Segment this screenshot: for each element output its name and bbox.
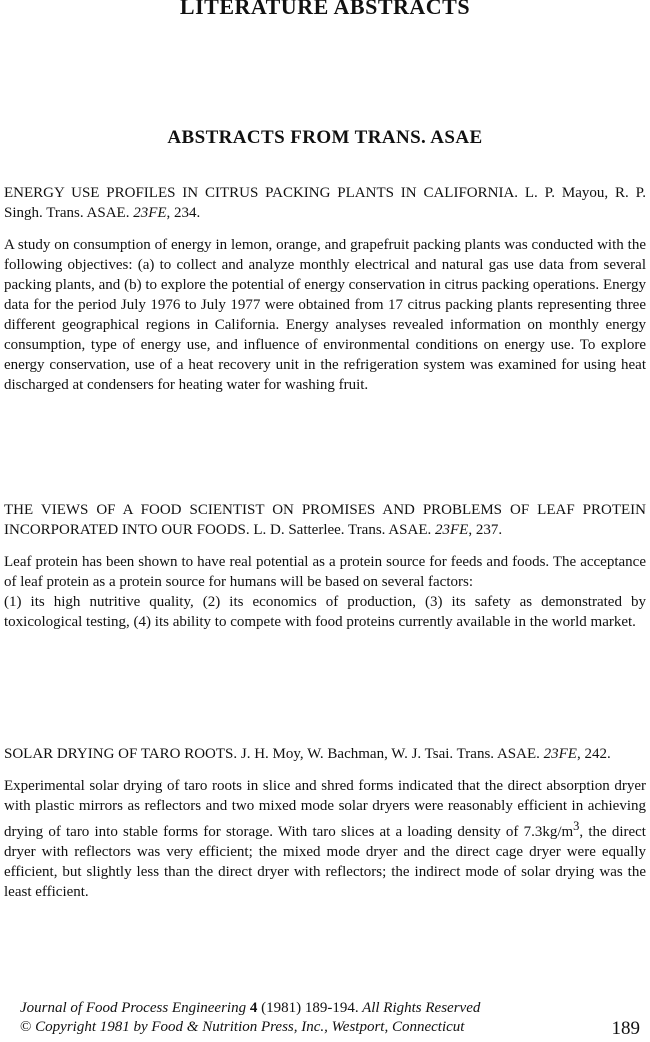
- abstract-body: A study on consumption of energy in lemon, orange, and grapefruit packing plants was conducted with the following objectives: (a) to collect and analyze monthly electrical and natural gas use data from several packing plants, and (b) to explore the potential of energy conservation in citrus packing operations. Energy data for the period July 1976 to July 1977 were obtained from 17 citrus packing plants representing three different geographical regions in California. Energy analyses revealed information on monthly energy consumption, type of energy use, and influence of environmental conditions on energy use. To explore energy conservation, use of a heat recovery unit in the refrigeration system was examined for using heat discharged at condensers for heating water for washing fruit.: [4, 237, 646, 393]
- unit-exponent: 3: [573, 819, 580, 833]
- citation-volume: 23FE: [435, 522, 469, 538]
- running-title: LITERATURE ABSTRACTS: [179, 0, 471, 19]
- abstract-body-list: (1) its high nutritive quality, (2) its economics of production, (3) its safety as demonstrated by toxicological testing, (4) its ability to compete with food proteins currently available in the world market.: [4, 594, 646, 630]
- abstract-body: [4, 776, 646, 902]
- footer-volume: 4: [249, 1000, 258, 1016]
- abstract-energy-use-citrus: [4, 183, 646, 395]
- page-number: 189: [611, 1018, 640, 1039]
- abstract-leaf-protein: [4, 500, 646, 632]
- abstract-citation: [4, 500, 646, 540]
- citation-text: THE VIEWS OF A FOOD SCIENTIST ON PROMISES AND PROBLEMS OF LEAF PROTEIN INCORPORATED INTO OUR FOODS. L. D. Satterlee. Trans. ASAE.: [4, 502, 646, 538]
- citation-volume: 23FE: [133, 205, 167, 221]
- footer-pages: (1981) 189-194.: [261, 1000, 359, 1016]
- citation-text: ENERGY USE PROFILES IN CITRUS PACKING PLANTS IN CALIFORNIA. L. P. Mayou, R. P. Singh. Trans. ASAE.: [4, 185, 646, 221]
- abstract-body: [4, 552, 646, 632]
- footer-rights: All Rights Reserved: [362, 1000, 481, 1016]
- citation-text: SOLAR DRYING OF TARO ROOTS. J. H. Moy, W. Bachman, W. J. Tsai. Trans. ASAE.: [4, 746, 540, 762]
- citation-volume: 23FE: [543, 746, 577, 762]
- abstract-body-intro: Leaf protein has been shown to have real potential as a protein source for feeds and foods. The acceptance of leaf protein as a protein source for humans will be based on several factors:: [4, 554, 646, 590]
- page-footer: [20, 999, 630, 1037]
- abstract-body-part1: Experimental solar drying of taro roots in slice and shred forms indicated that the direct absorption dryer with plastic mirrors as reflectors and two mixed mode solar dryers were reasonably efficient in achieving drying of taro into stable forms for storage. With taro slices at a loading density of 7.3kg/m: [4, 778, 646, 840]
- citation-page: , 242.: [576, 746, 611, 762]
- footer-journal-line: [20, 999, 630, 1018]
- abstract-solar-drying-taro: [4, 744, 646, 902]
- footer-copyright: Copyright 1981 by Food & Nutrition Press, Inc., Westport, Connecticut: [35, 1019, 465, 1035]
- abstract-citation: [4, 744, 646, 764]
- footer-journal: Journal of Food Process Engineering: [20, 1000, 247, 1016]
- citation-page: , 237.: [468, 522, 503, 538]
- footer-copyright-line: [20, 1018, 630, 1037]
- abstract-citation: [4, 183, 646, 223]
- section-title: ABSTRACTS FROM TRANS. ASAE: [167, 127, 483, 148]
- copyright-symbol: ©: [20, 1019, 32, 1035]
- citation-page: , 234.: [166, 205, 201, 221]
- abstract-body-part2: , the direct dryer with reflectors was very efficient; the mixed mode dryer and the direct cage dryer were equally efficient, but slightly less than the direct dryer with reflectors; the indirect mode of solar drying was the least efficient.: [4, 824, 646, 900]
